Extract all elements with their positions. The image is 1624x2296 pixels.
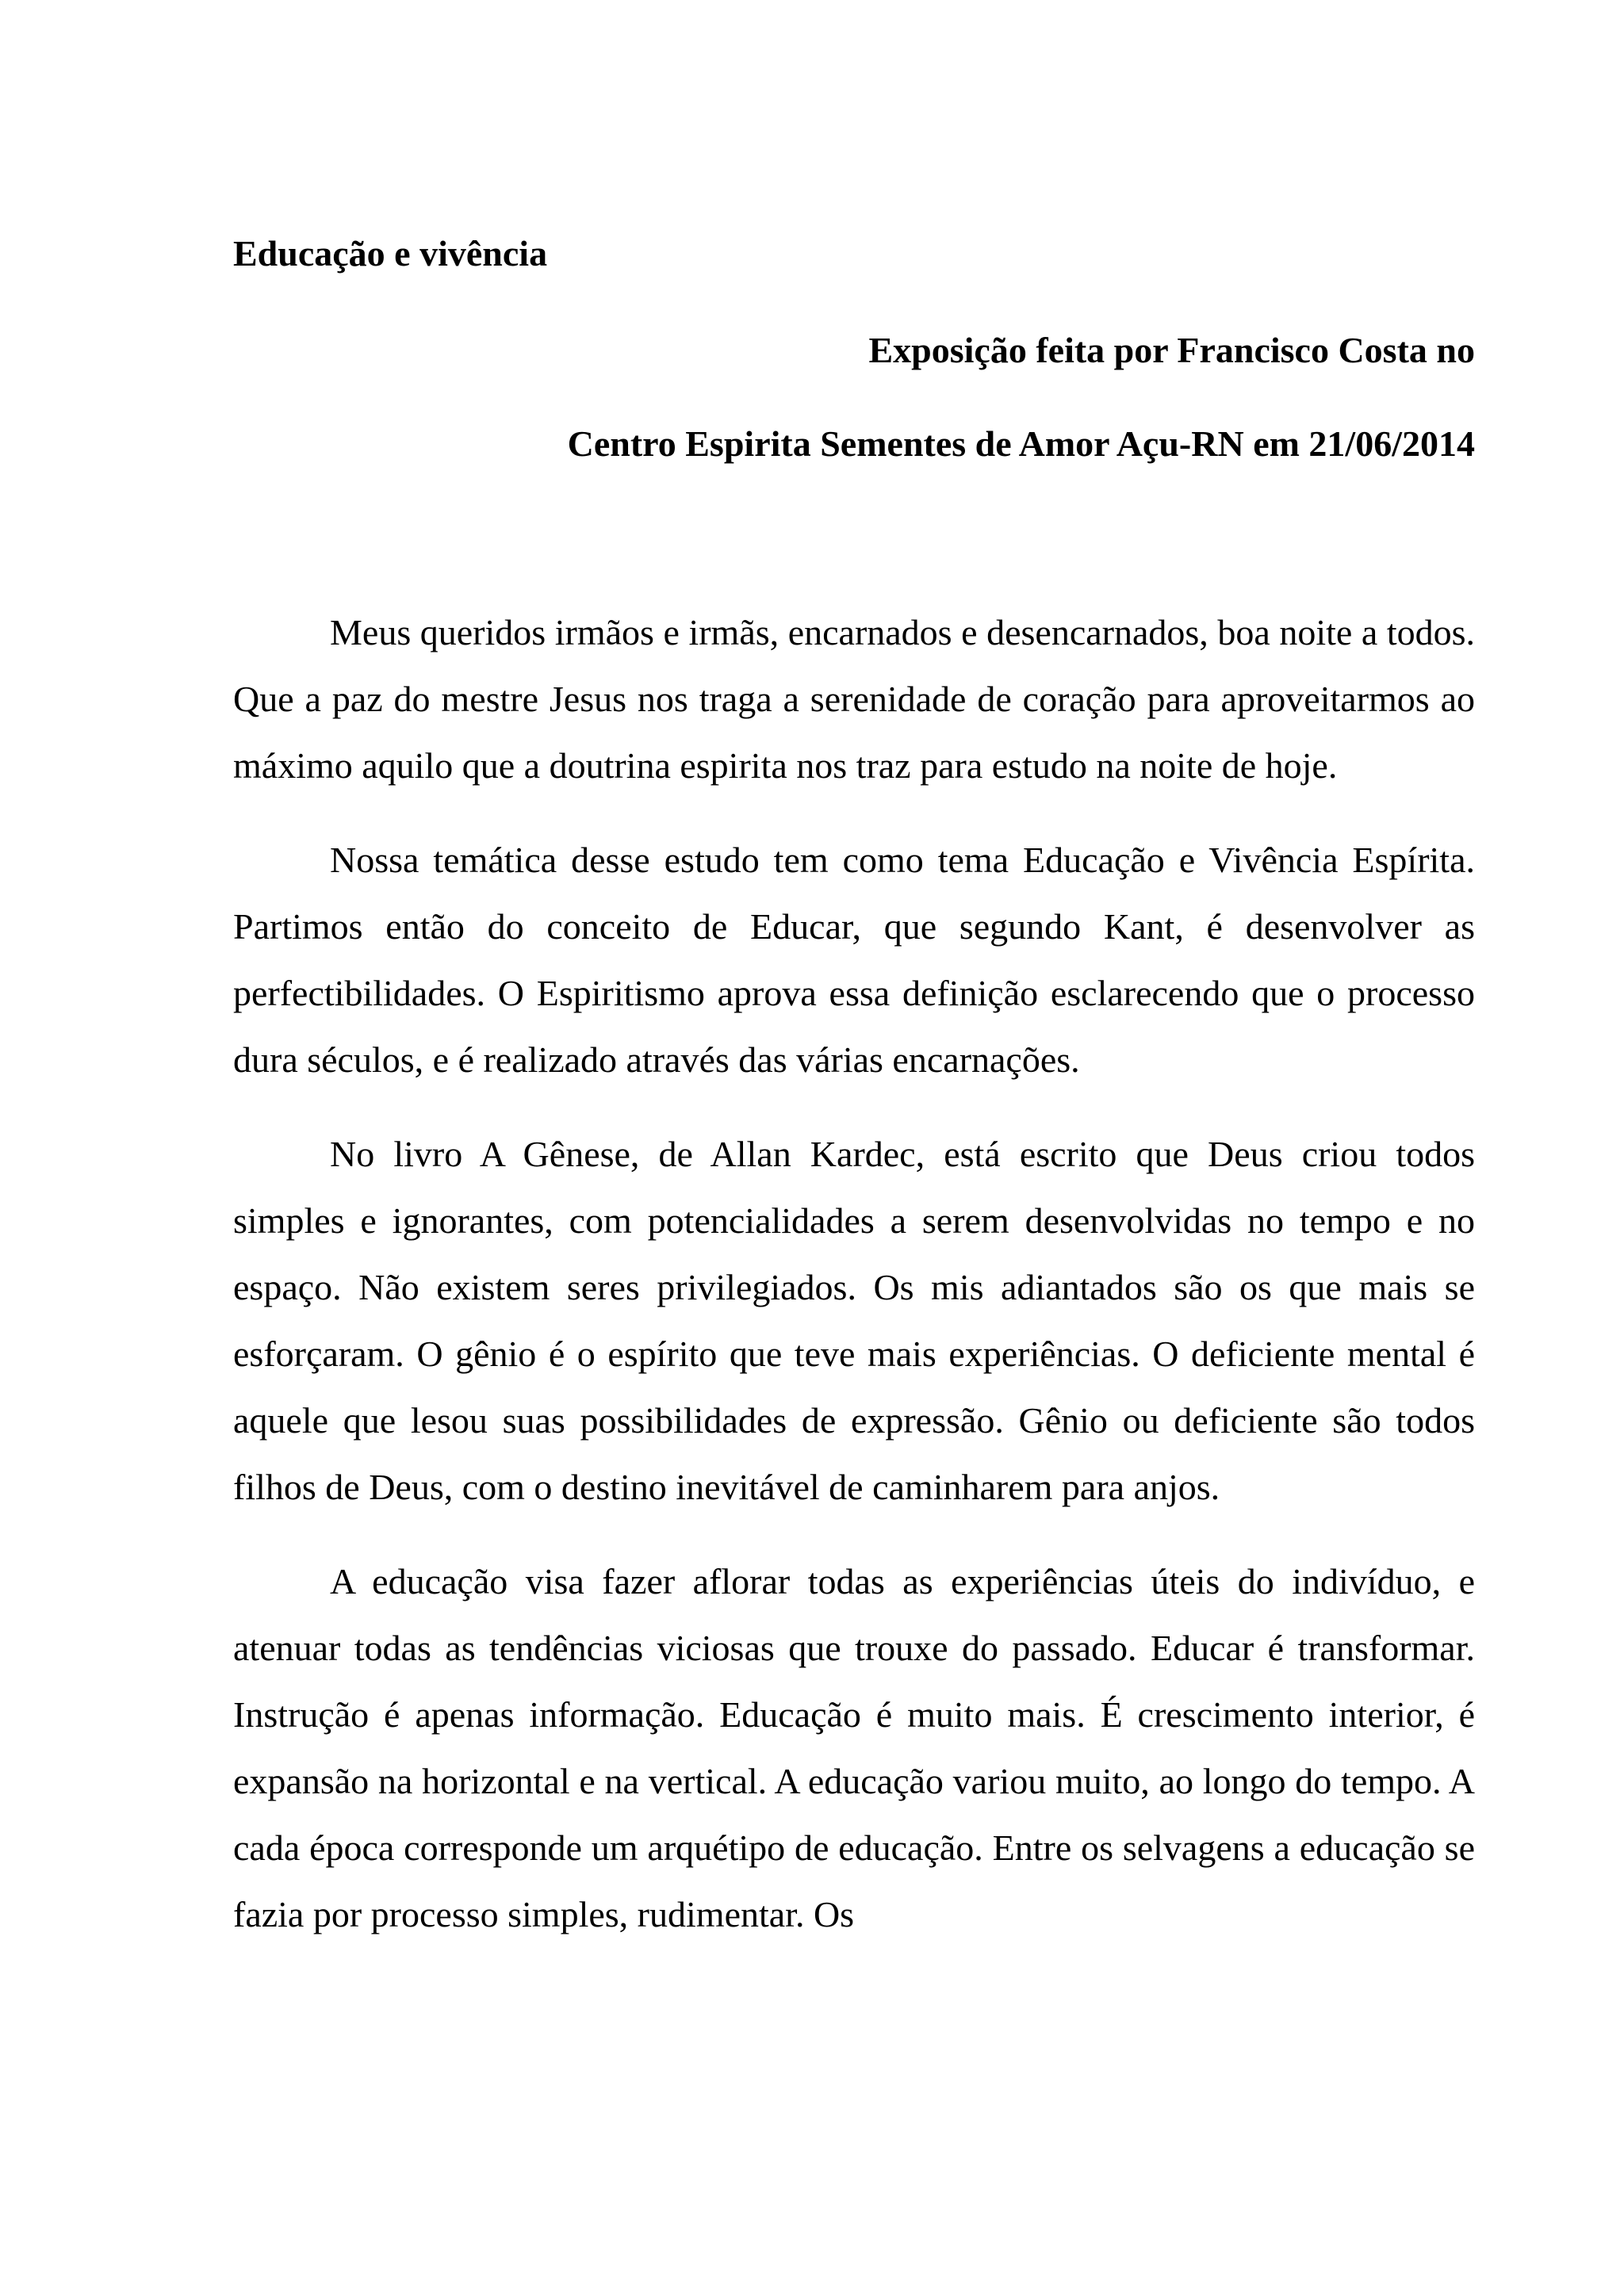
- paragraph-1: Meus queridos irmãos e irmãs, encarnados e desencarnados, boa noite a todos. Que a paz do mestre Jesus nos traga a serenidade de coração para aproveitarmos ao máximo aquilo que a doutrina espirita nos traz para estudo na noite de hoje.: [233, 612, 1475, 786]
- document-title: Educação e vivência: [233, 233, 548, 274]
- paragraph-4: A educação visa fazer aflorar todas as experiências úteis do indivíduo, e atenuar todas as tendências viciosas que trouxe do passado. Educar é transformar. Instrução é apenas informação. Educação é muito mais. É crescimento interior, é expansão na horizontal e na vertical. A educação variou muito, ao longo do tempo. A cada época corresponde um arquétipo de educação. Entre os selvagens a educação se fazia por processo simples, rudimentar. Os: [233, 1561, 1475, 1934]
- author-line-2: Centro Espirita Sementes de Amor Açu-RN em 21/06/2014: [567, 423, 1475, 464]
- document-body: [233, 599, 1475, 1976]
- author-line-1: Exposição feita por Francisco Costa no: [868, 330, 1475, 370]
- paragraph-2: Nossa temática desse estudo tem como tema Educação e Vivência Espírita. Partimos então do conceito de Educar, que segundo Kant, é desenvolver as perfectibilidades. O Espiritismo aprova essa definição esclarecendo que o processo dura séculos, e é realizado através das várias encarnações.: [233, 840, 1475, 1080]
- paragraph-3: No livro A Gênese, de Allan Kardec, está escrito que Deus criou todos simples e ignorantes, com potencialidades a serem desenvolvidas no tempo e no espaço. Não existem seres privilegiados. Os mis adiantados são os que mais se esforçaram. O gênio é o espírito que teve mais experiências. O deficiente mental é aquele que lesou suas possibilidades de expressão. Gênio ou deficiente são todos filhos de Deus, com o destino inevitável de caminharem para anjos.: [233, 1134, 1475, 1507]
